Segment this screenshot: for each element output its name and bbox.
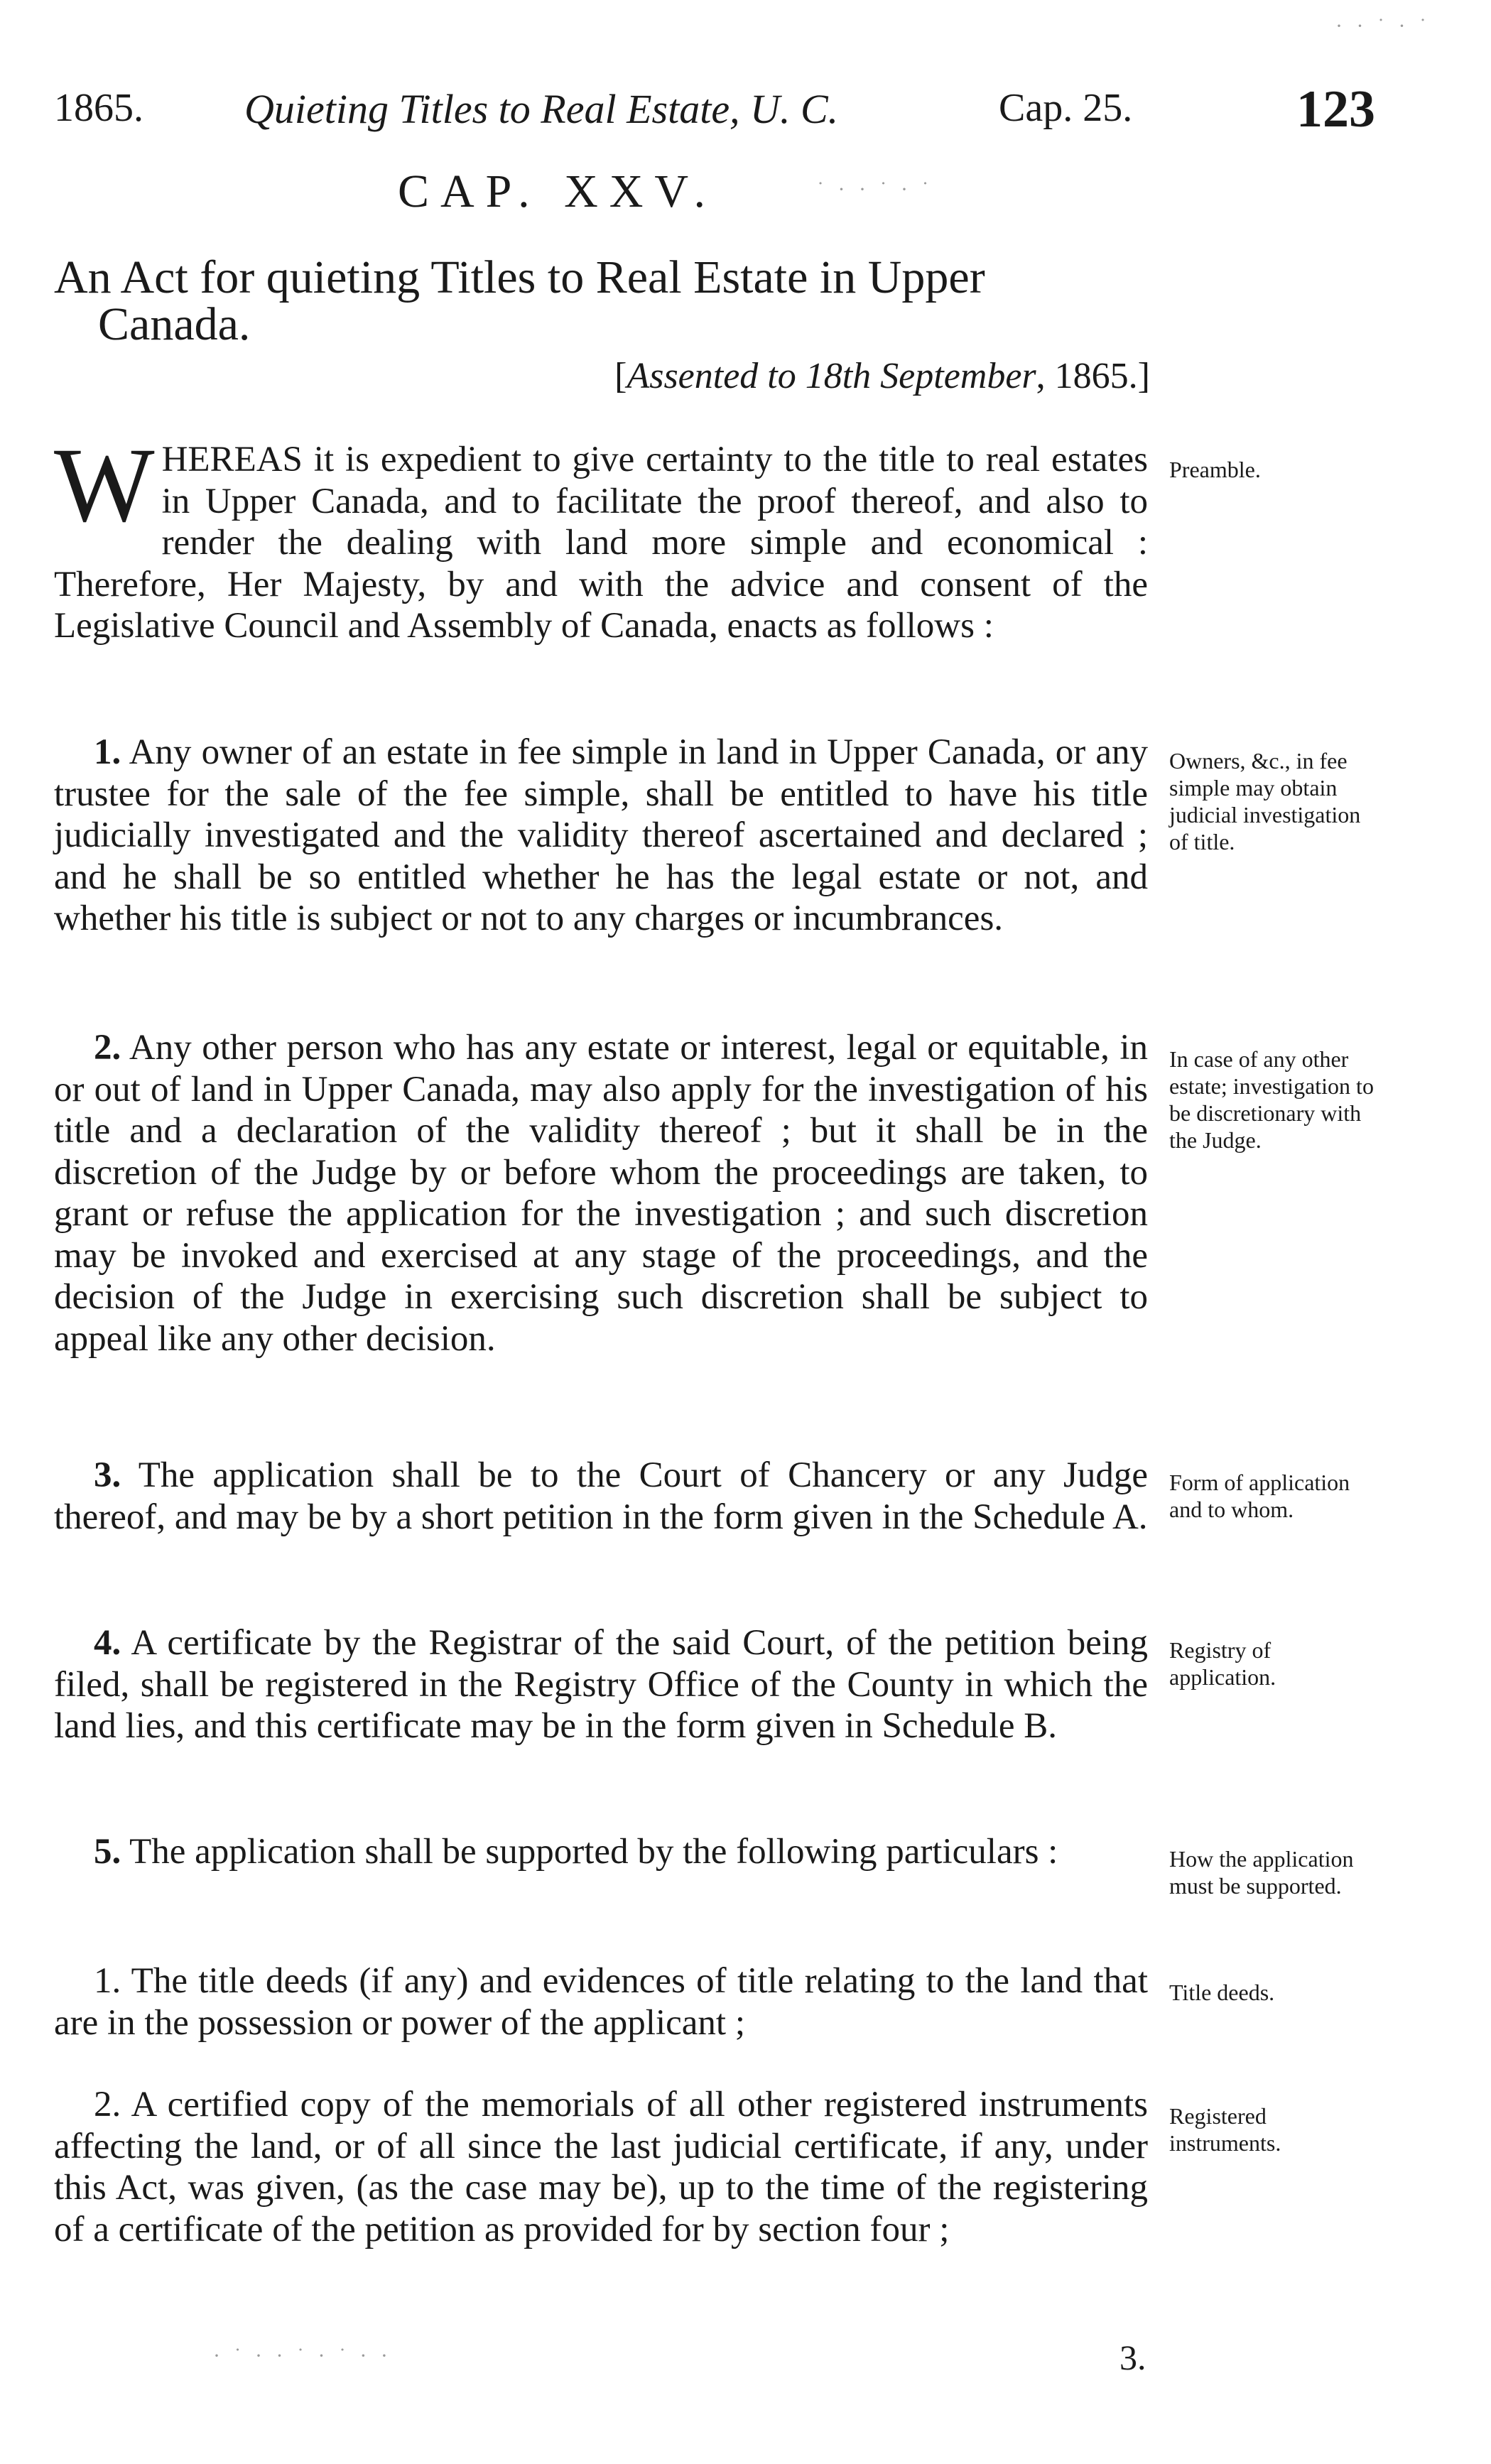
act-title xyxy=(54,251,1162,350)
subsection-text: A certified copy of the memorials of all other registered instruments affecting the land, or of all since the last judicial certificate, if any, under this Act, was given, (as the case may be), up to the time of the registering of a certificate of the petition as provided for by section four ; xyxy=(54,2085,1148,2249)
dropcap-letter: W xyxy=(54,426,155,544)
header-running-title: Quieting Titles to Real Estate, U. C. xyxy=(244,86,839,132)
header-chapter-ref: Cap. 25. xyxy=(999,86,1133,130)
subsection-text: The title deeds (if any) and evidences of title relating to the land that are in the possession or power of the applicant ; xyxy=(54,1961,1148,2043)
section-number: 5. xyxy=(94,1832,121,1872)
assent-italic: Assented to xyxy=(627,356,796,396)
section-text: The application shall be supported by the following particulars : xyxy=(129,1832,1058,1872)
section-number: 1. xyxy=(94,732,121,772)
subsection-1-paragraph xyxy=(54,1960,1148,2044)
margin-note-registered-instruments: Registered instruments. xyxy=(1169,2103,1281,2156)
section-text: Any other person who has any estate or interest, legal or equitable, in or out of land in Upper Canada, may also apply for the investigation of his title and a declaration of the validity thereof ; but it shall be in the discretion of the Judge by or before whom the proceedings are taken, to grant or refuse the application for the investigation ; and such discretion may be invoked and exercised at any stage of the proceedings, and the decision of the Judge in exercising such discretion shall be subject to appeal like any other decision. xyxy=(54,1028,1148,1359)
margin-note-section-2: In case of any other estate; investigation to be discretionary with the Judge. xyxy=(1169,1046,1374,1153)
section-number: 3. xyxy=(94,1455,121,1495)
subsection-number: 1. xyxy=(94,1961,121,2001)
chapter-heading: CAP. XXV. xyxy=(398,165,717,217)
print-speckle: · ˙ · · ˙ · ˙ · · xyxy=(213,2344,392,2367)
preamble-text: HEREAS it is expedient to give certainty to the title to real estates in Upper Canada, and to facilitate the proof thereof, and also to render the dealing with land more simple and economical : Therefore, Her Majesty, by and with the advice and consent of the Legislative Council and Assembly of Canada, enacts as follows : xyxy=(54,440,1148,646)
section-1-paragraph xyxy=(54,732,1148,940)
margin-note-preamble: Preamble. xyxy=(1169,457,1261,482)
page-number: 123 xyxy=(1296,80,1375,139)
section-text: The application shall be to the Court of Chancery or any Judge thereof, and may be by a short petition in the form given in the Schedule A. xyxy=(54,1455,1148,1537)
act-title-line-2: Canada. xyxy=(98,298,251,350)
section-number: 4. xyxy=(94,1623,121,1663)
preamble-paragraph xyxy=(54,426,1148,647)
print-speckle: · · ˙ · ˙ xyxy=(1335,14,1431,38)
running-header xyxy=(54,80,1375,143)
catch-word: 3. xyxy=(1119,2338,1146,2377)
subsection-number: 2. xyxy=(94,2085,121,2124)
section-2-paragraph xyxy=(54,1027,1148,1359)
assent-suffix: , 1865.] xyxy=(1036,356,1150,396)
margin-note-section-3: Form of application and to whom. xyxy=(1169,1470,1350,1522)
subsection-2-paragraph xyxy=(54,2084,1148,2250)
margin-note-section-5: How the application must be supported. xyxy=(1169,1846,1354,1899)
margin-note-section-1: Owners, &c., in fee simple may obtain judicial investigation of title. xyxy=(1169,748,1361,854)
assent-date: 18th September xyxy=(805,356,1036,396)
assent-prefix: [ xyxy=(614,356,627,396)
act-title-line-1: An Act for quieting Titles to Real Estate in Upper xyxy=(54,251,985,303)
margin-note-section-4: Registry of application. xyxy=(1169,1637,1276,1690)
section-text: A certificate by the Registrar of the said Court, of the petition being filed, shall be registered in the Registry Office of the County in which the land lies, and this certificate may be in the form given in Schedule B. xyxy=(54,1623,1148,1746)
section-4-paragraph xyxy=(54,1622,1148,1747)
section-number: 2. xyxy=(94,1028,121,1068)
section-3-paragraph xyxy=(54,1455,1148,1538)
margin-note-title-deeds: Title deeds. xyxy=(1169,1980,1275,2005)
section-5-paragraph xyxy=(54,1831,1148,1873)
section-text: Any owner of an estate in fee simple in land in Upper Canada, or any trustee for the sale of the fee simple, shall be entitled to have his title judicially investigated and the validity thereof ascertained and declared ; and he shall be so entitled whether he has the legal estate or not, and whether his title is subject or not to any charges or incumbrances. xyxy=(54,732,1148,938)
header-year: 1865. xyxy=(54,86,143,130)
assent-note xyxy=(614,355,1150,397)
print-speckle: ˙ · · ˙ · ˙ xyxy=(817,178,933,201)
